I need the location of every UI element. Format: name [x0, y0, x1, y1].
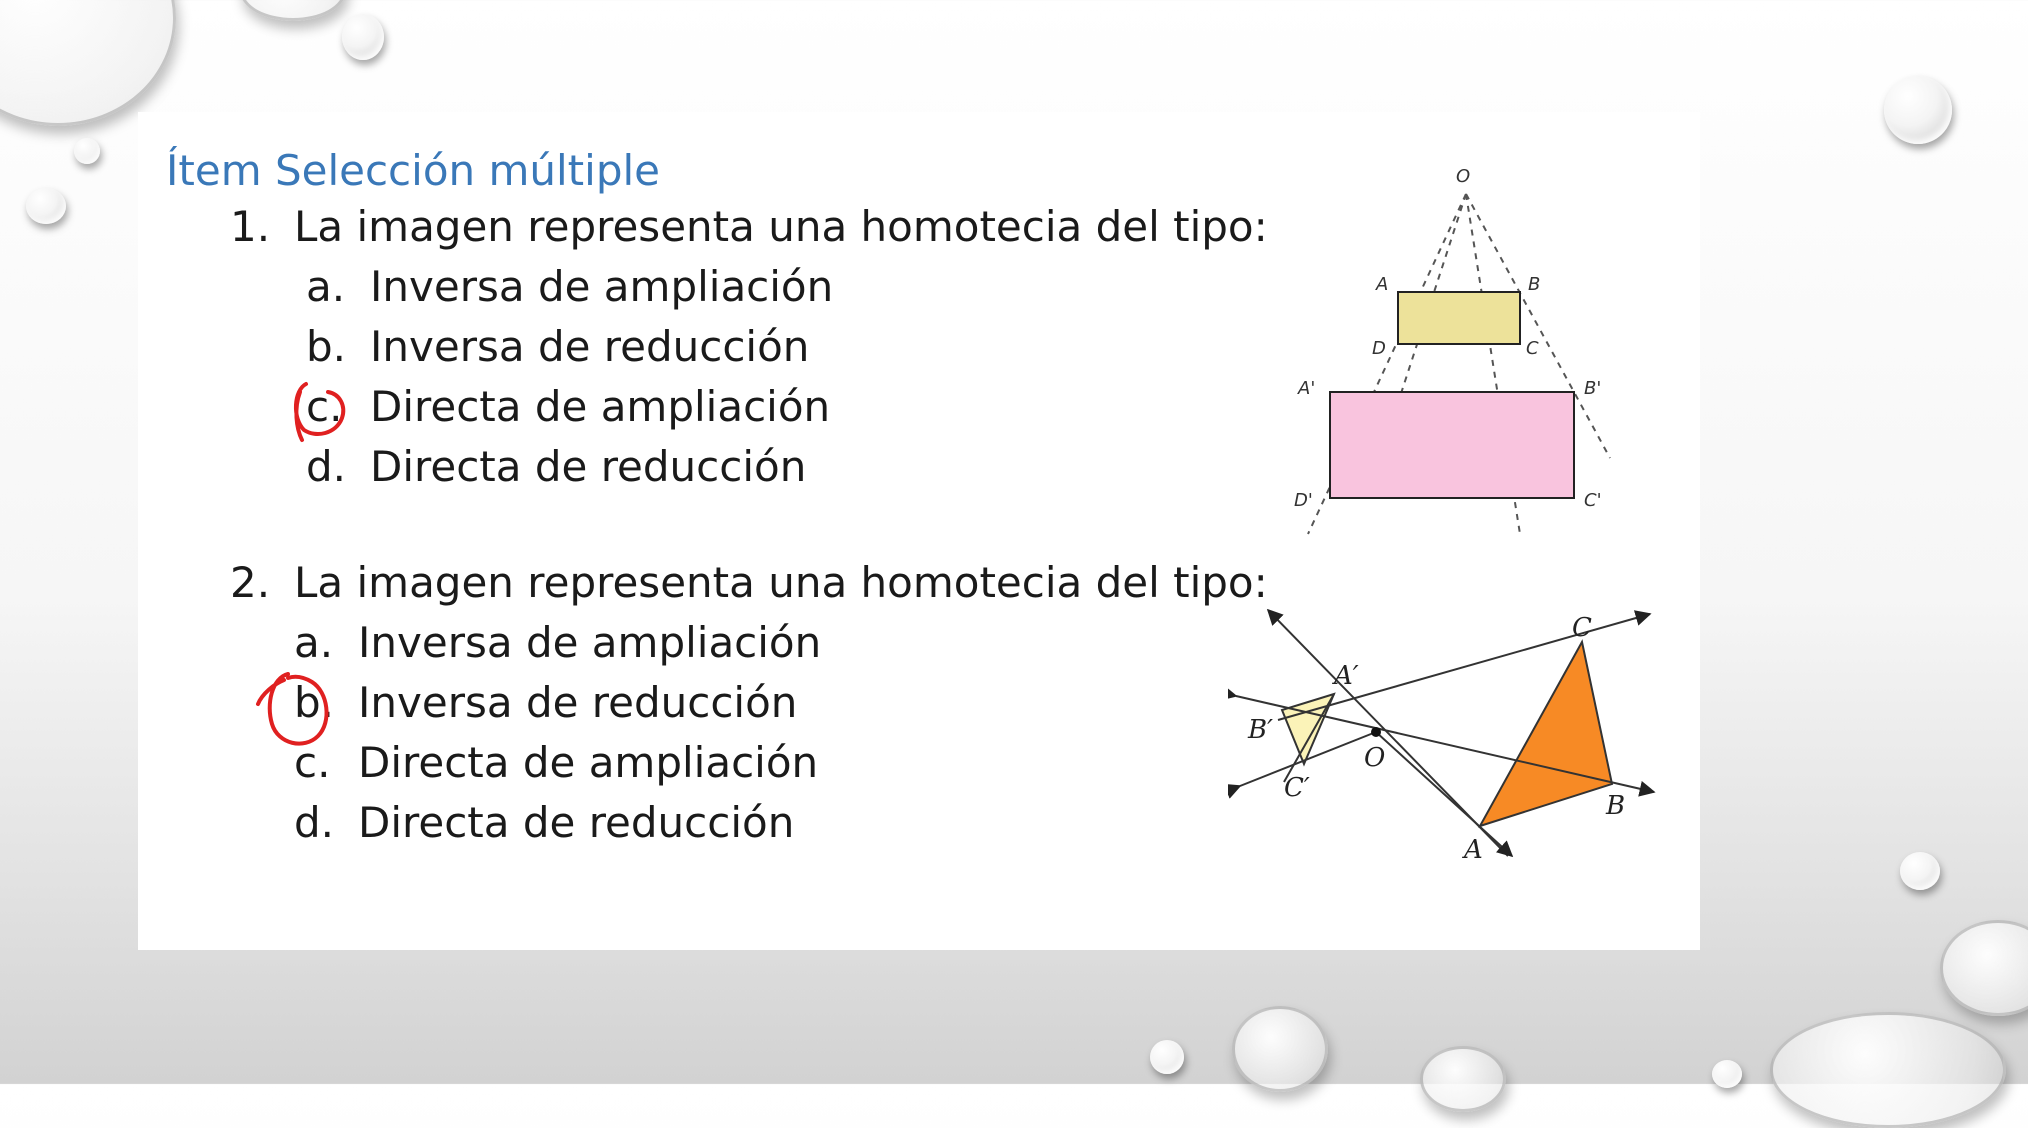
question-number: 1. — [230, 202, 271, 251]
question-2-option-d[interactable] — [294, 798, 794, 847]
water-drop-decoration — [1940, 920, 2028, 1016]
question-number: 2. — [230, 558, 271, 607]
question-2-option-b[interactable] — [294, 678, 797, 727]
option-letter: d. — [294, 798, 335, 847]
label-A: A — [1464, 835, 1483, 865]
label-D-prime: D' — [1294, 490, 1313, 511]
option-letter: c. — [294, 738, 331, 787]
question-1-option-c[interactable] — [306, 382, 830, 431]
small-rectangle-abcd — [1398, 292, 1520, 344]
option-letter: a. — [294, 618, 334, 667]
large-rectangle-image — [1330, 392, 1574, 498]
figure-homothety-triangles — [1228, 600, 1668, 872]
label-B: B — [1528, 274, 1541, 295]
option-letter: b. — [306, 322, 347, 371]
label-B-prime: B′ — [1248, 715, 1274, 745]
large-triangle-abc — [1480, 642, 1612, 826]
water-drop-decoration — [74, 138, 100, 164]
water-drop-decoration — [1770, 1012, 2006, 1128]
water-drop-decoration — [240, 0, 346, 21]
label-A-prime: A' — [1298, 378, 1316, 399]
figure-homothety-rectangles — [1280, 158, 1630, 548]
label-O: O — [1456, 166, 1471, 187]
answer-mark-circle — [254, 664, 340, 756]
water-drop-decoration — [1884, 76, 1952, 144]
water-drop-decoration — [342, 14, 384, 60]
question-1-option-a[interactable] — [306, 262, 833, 311]
option-text: Directa de ampliación — [358, 738, 819, 787]
label-O: O — [1364, 743, 1386, 773]
question-text: La imagen representa una homotecia del tipo: — [294, 558, 1268, 607]
answer-mark-circle — [286, 372, 356, 444]
water-drop-decoration — [1150, 1040, 1184, 1074]
water-drop-decoration — [26, 188, 66, 224]
option-text: Directa de reducción — [358, 798, 795, 847]
question-1-option-d[interactable] — [306, 442, 806, 491]
label-B: B — [1606, 791, 1626, 821]
label-C: C — [1526, 338, 1539, 359]
water-drop-decoration — [1232, 1006, 1328, 1092]
option-text: Inversa de reducción — [358, 678, 798, 727]
label-C-prime: C' — [1584, 490, 1602, 511]
question-2-option-c[interactable] — [294, 738, 818, 787]
option-letter: d. — [306, 442, 347, 491]
label-D: D — [1372, 338, 1386, 359]
option-text: Inversa de ampliación — [358, 618, 822, 667]
question-2-option-a[interactable] — [294, 618, 821, 667]
label-C: C — [1572, 613, 1592, 643]
water-drop-decoration — [1420, 1046, 1506, 1112]
option-text: Directa de ampliación — [370, 382, 831, 431]
water-drop-decoration — [0, 0, 176, 126]
option-letter: c. — [306, 382, 343, 431]
label-C-prime: C′ — [1284, 773, 1310, 803]
question-text: La imagen representa una homotecia del tipo: — [294, 202, 1268, 251]
small-triangle-image — [1282, 694, 1334, 764]
center-point-O — [1371, 727, 1381, 737]
question-1-option-b[interactable] — [306, 322, 809, 371]
page-title: Ítem Selección múltiple — [166, 146, 660, 195]
question-2 — [230, 558, 1268, 607]
label-B-prime: B' — [1584, 378, 1602, 399]
option-letter: a. — [306, 262, 346, 311]
option-text: Directa de reducción — [370, 442, 807, 491]
option-text: Inversa de reducción — [370, 322, 810, 371]
water-drop-decoration — [1900, 852, 1940, 890]
option-text: Inversa de ampliación — [370, 262, 834, 311]
label-A-prime: A′ — [1334, 661, 1359, 691]
option-letter: b. — [294, 678, 335, 727]
label-A: A — [1376, 274, 1389, 295]
question-1 — [230, 202, 1268, 251]
